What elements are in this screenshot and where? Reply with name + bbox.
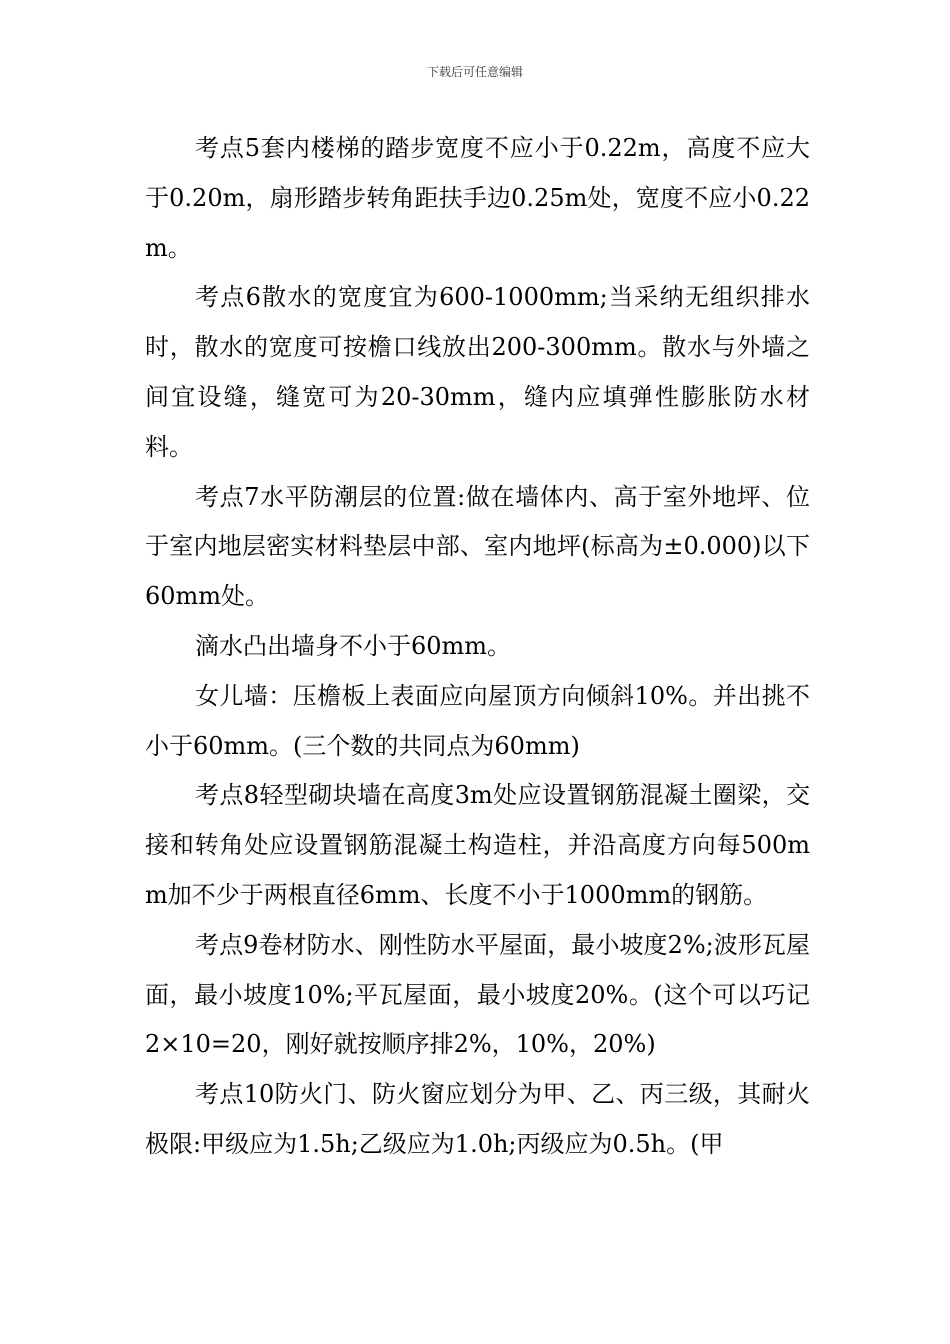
paragraph-fire-door: 考点10防火门、防火窗应划分为甲、乙、丙三级，其耐火极限:甲级应为1.5h;乙级应为1.0h;丙级应为0.5h。(甲 [145,1080,810,1158]
paragraph-drip-projection: 滴水凸出墙身不小于60mm。 [195,631,512,660]
paragraph-damp-proof-course: 考点7水平防潮层的位置:做在墙体内、高于室外地坪、位于室内地层密实材料垫层中部、室内地坪(标高为±0.000)以下60mm处。 [145,482,810,611]
document-body [145,124,810,1170]
paragraph-apron-width: 考点6散水的宽度宜为600-1000mm;当采纳无组织排水时，散水的宽度可按檐口线放出200-300mm。散水与外墙之间宜设缝，缝宽可为20-30mm，缝内应填弹性膨胀防水材料。 [145,283,810,461]
paragraph-roof-slope: 考点9卷材防水、刚性防水平屋面，最小坡度2%;波形瓦屋面，最小坡度10%;平瓦屋面，最小坡度20%。(这个可以巧记2×10=20，刚好就按顺序排2%，10%，20%) [145,930,810,1059]
page-header: 下载后可任意编辑 [426,65,523,79]
paragraph-parapet: 女儿墙：压檐板上表面应向屋顶方向倾斜10%。并出挑不小于60mm。(三个数的共同点为60mm) [145,681,810,760]
paragraph-block-wall: 考点8轻型砌块墙在高度3m处应设置钢筋混凝土圈梁，交接和转角处应设置钢筋混凝土构造柱，并沿高度方向每500mm加不少于两根直径6mm、长度不小于1000mm的钢筋。 [145,781,810,909]
paragraph-stair-tread: 考点5套内楼梯的踏步宽度不应小于0.22m，高度不应大于0.20m，扇形踏步转角距扶手边0.25m处，宽度不应小0.22m。 [145,134,810,262]
